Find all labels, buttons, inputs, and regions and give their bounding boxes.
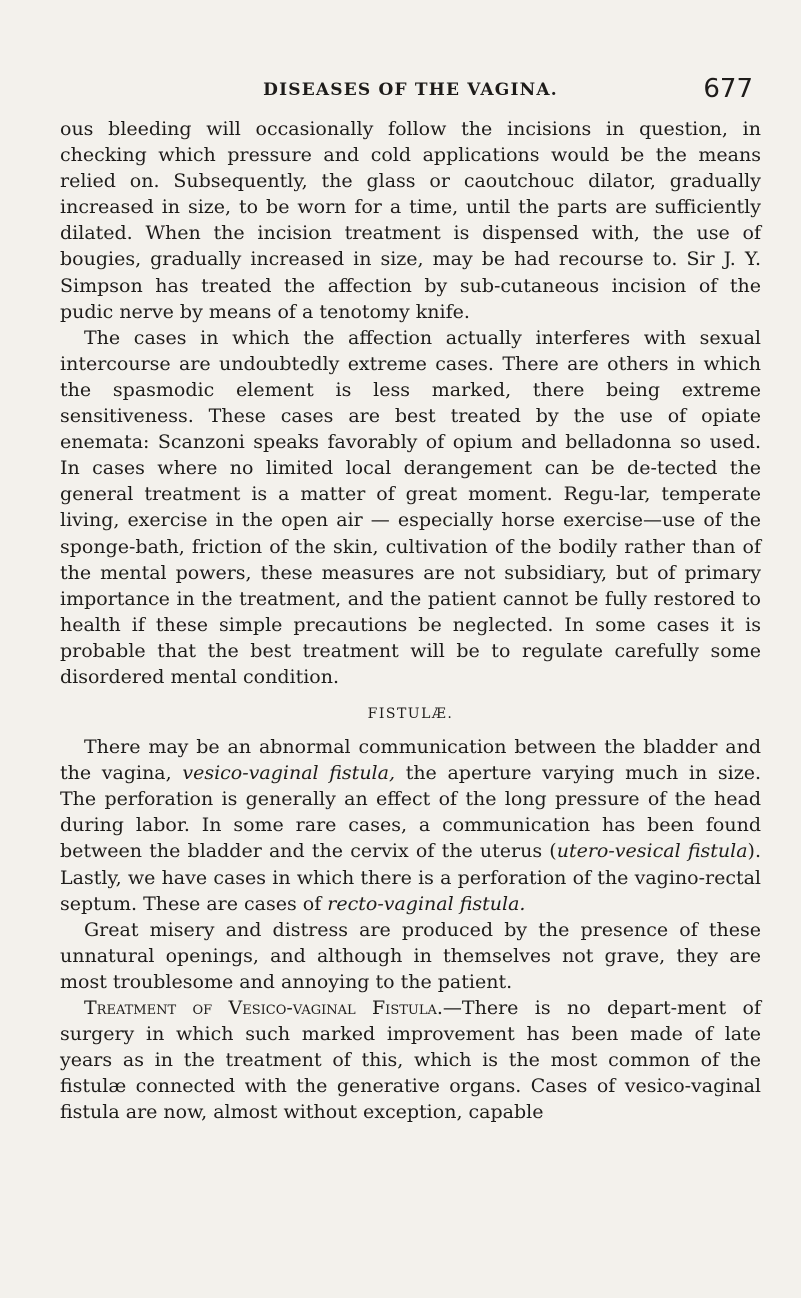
running-head (60, 74, 761, 110)
treatment-text: —There is no depart-ment of surgery in which such marked improvement has been made of late years as in the treatment of this, which is the most common of the fistulæ connected with the generative organs. Cases of vesico-vaginal fistula are now, almost without exception, capable (60, 997, 761, 1124)
section-heading-fistulae: FISTULÆ. (367, 706, 454, 723)
paragraph-fistula-types (60, 734, 761, 917)
fistula-text-e: ). Lastly, we have cases in which there is a perforation of the vagino-rectal septum. These are cases of (60, 840, 761, 915)
term-vesico-vaginal: vesico-vaginal fistula, (182, 762, 396, 785)
paragraph-bleeding: ous bleeding will occasionally follow the incisions in question, in checking which pressure and cold applications would be the means relied on. Subsequently, the glass or caoutchouc dilator, gradually increased in size, to be worn for a time, until the parts are sufficiently dilated. When the incision treatment is dispensed with, the use of bougies, gradually increased in size, may be had recourse to. Sir J. Y. Simpson has treated the affection by sub-cutaneous incision of the pudic nerve by means of a tenotomy knife. (60, 118, 761, 323)
term-recto-vaginal: recto-vaginal fistula. (327, 892, 526, 915)
treatment-subheading: Treatment of Vesico-vaginal Fistula. (84, 997, 443, 1019)
term-utero-vesical: utero-vesical fistula (556, 840, 748, 863)
fistula-text-c: the aperture varying much in size. The perforation is generally an effect of the long pressure of the head during labor. In some rare cases, a communication has been found between the bladder and the cervix of the uterus ( (60, 762, 762, 863)
paragraph-sexual-intercourse: The cases in which the affection actually interferes with sexual intercourse are undoubtedly extreme cases. There are others in which the spasmodic element is less marked, there being extreme sensitiveness. These cases are best treated by the use of opiate enemata: Scanzoni speaks favorably of opium and belladonna so used. In cases where no limited local derangement can be de-tected the general treatment is a matter of great moment. Regu-lar, temperate living, exercise in the open air — especially horse exercise—use of the sponge-bath, friction of the skin, cultivation of the bodily rather than of the mental powers, these measures are not subsidiary, but of primary importance in the treatment, and the patient cannot be fully restored to health if these simple precautions be neglected. In some cases it is probable that the best treatment will be to regulate carefully some disordered mental condition. (60, 326, 761, 688)
fistula-text-a: There may be an abnormal communication between the bladder and the vagina, (60, 736, 761, 785)
running-title: DISEASES OF THE VAGINA. (263, 80, 558, 100)
body-text (60, 116, 761, 1125)
paragraph-misery: Great misery and distress are produced by the presence of these unnatural openings, and although in themselves not grave, they are most troublesome and annoying to the patient. (60, 918, 761, 993)
page-number: 677 (703, 74, 753, 104)
paragraph-treatment (60, 995, 761, 1125)
